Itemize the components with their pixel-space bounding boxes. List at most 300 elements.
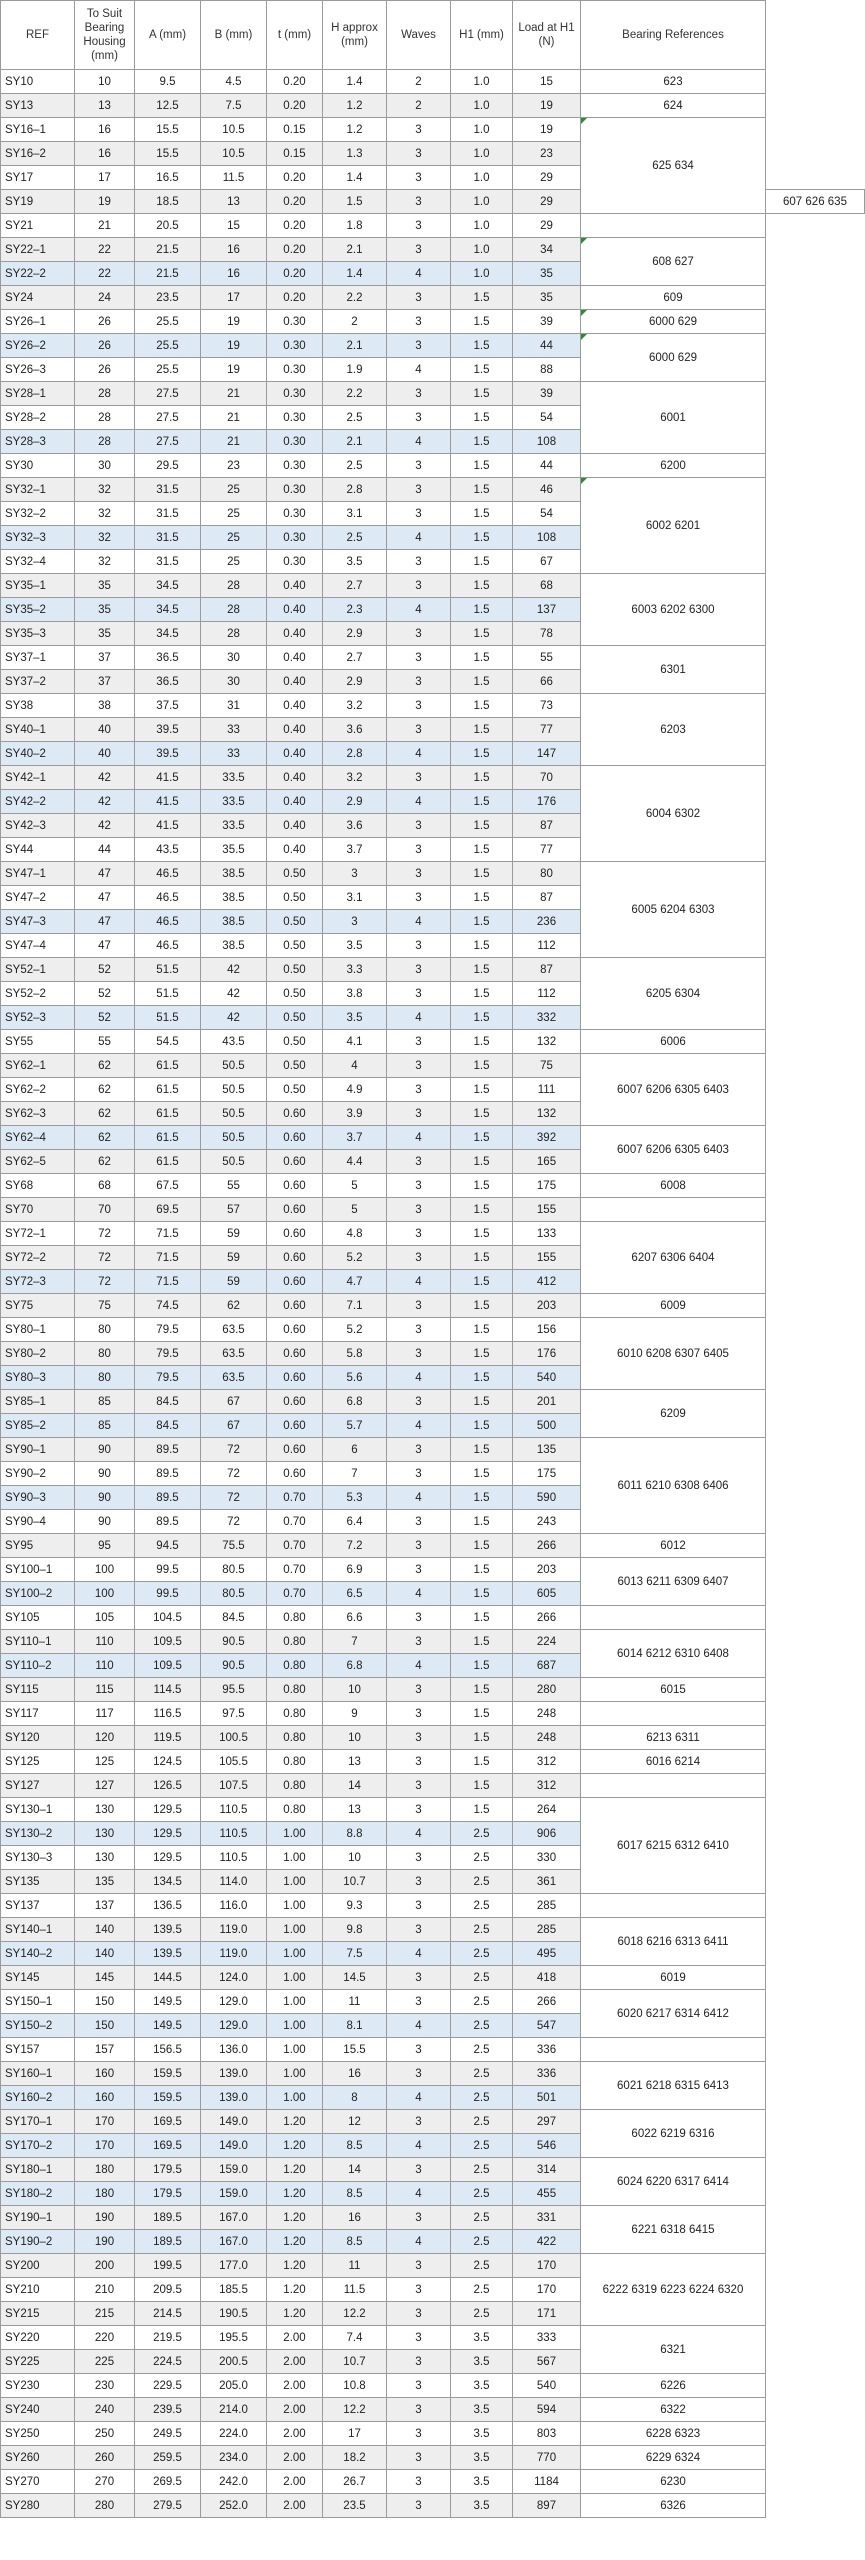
cell-b: 11.5 [201, 166, 267, 190]
cell-housing: 170 [75, 2110, 135, 2134]
cell-h1: 2.5 [451, 2302, 513, 2326]
cell-a: 269.5 [135, 2470, 201, 2494]
cell-load: 73 [513, 694, 581, 718]
cell-b: 167.0 [201, 2230, 267, 2254]
cell-h1: 1.5 [451, 1606, 513, 1630]
cell-a: 219.5 [135, 2326, 201, 2350]
cell-h1: 3.5 [451, 2326, 513, 2350]
cell-t: 0.20 [267, 94, 323, 118]
cell-waves: 3 [387, 2206, 451, 2230]
cell-h: 3.1 [323, 502, 387, 526]
cell-load: 170 [513, 2278, 581, 2302]
table-row [1, 1894, 865, 1918]
cell-h: 3.7 [323, 1126, 387, 1150]
cell-t: 0.30 [267, 430, 323, 454]
cell-h: 3.5 [323, 550, 387, 574]
cell-waves: 3 [387, 1894, 451, 1918]
cell-b: 38.5 [201, 886, 267, 910]
cell-h: 3.5 [323, 934, 387, 958]
cell-housing: 150 [75, 1990, 135, 2014]
bearing-references-cell [581, 286, 766, 310]
cell-h: 1.4 [323, 262, 387, 286]
cell-housing: 110 [75, 1630, 135, 1654]
cell-waves: 4 [387, 1822, 451, 1846]
cell-b: 242.0 [201, 2470, 267, 2494]
cell-ref: SY75 [1, 1294, 75, 1318]
cell-load: 88 [513, 358, 581, 382]
cell-waves: 3 [387, 718, 451, 742]
cell-t: 2.00 [267, 2494, 323, 2518]
cell-waves: 3 [387, 238, 451, 262]
cell-h1: 3.5 [451, 2398, 513, 2422]
bearing-references-cell [581, 694, 766, 766]
cell-ref: SY120 [1, 1726, 75, 1750]
cell-h1: 1.5 [451, 406, 513, 430]
bearing-references-cell [581, 454, 766, 478]
cell-b: 119.0 [201, 1942, 267, 1966]
cell-ref: SY42–3 [1, 814, 75, 838]
cell-h: 26.7 [323, 2470, 387, 2494]
cell-b: 110.5 [201, 1822, 267, 1846]
cell-load: 455 [513, 2182, 581, 2206]
table-row [1, 1606, 865, 1630]
cell-a: 36.5 [135, 646, 201, 670]
cell-housing: 215 [75, 2302, 135, 2326]
cell-t: 0.40 [267, 670, 323, 694]
cell-t: 0.20 [267, 214, 323, 238]
cell-ref: SY35–1 [1, 574, 75, 598]
cell-ref: SY28–1 [1, 382, 75, 406]
cell-housing: 32 [75, 550, 135, 574]
cell-h1: 1.5 [451, 1366, 513, 1390]
cell-load: 78 [513, 622, 581, 646]
cell-waves: 3 [387, 1774, 451, 1798]
cell-h: 10 [323, 1678, 387, 1702]
cell-housing: 42 [75, 814, 135, 838]
cell-load: 23 [513, 142, 581, 166]
cell-load: 132 [513, 1030, 581, 1054]
cell-load: 201 [513, 1390, 581, 1414]
cell-waves: 3 [387, 2254, 451, 2278]
bearing-references-cell [581, 310, 766, 334]
cell-ref: SY32–3 [1, 526, 75, 550]
cell-t: 1.00 [267, 1846, 323, 1870]
cell-b: 224.0 [201, 2422, 267, 2446]
cell-t: 0.30 [267, 502, 323, 526]
cell-ref: SY240 [1, 2398, 75, 2422]
cell-housing: 72 [75, 1270, 135, 1294]
cell-h1: 2.5 [451, 2230, 513, 2254]
cell-b: 95.5 [201, 1678, 267, 1702]
cell-load: 236 [513, 910, 581, 934]
table-row [1, 2470, 865, 2494]
cell-t: 0.50 [267, 862, 323, 886]
cell-load: 546 [513, 2134, 581, 2158]
cell-ref: SY260 [1, 2446, 75, 2470]
cell-h: 1.4 [323, 166, 387, 190]
cell-housing: 28 [75, 406, 135, 430]
table-body [1, 70, 865, 2518]
bearing-references-text: 6207 6306 6404 [631, 1251, 715, 1264]
col-ref-header: REF [1, 1, 75, 70]
bearing-references-text: 6229 6324 [645, 2451, 701, 2464]
bearing-references-text: 6230 [660, 2475, 686, 2488]
cell-housing: 80 [75, 1318, 135, 1342]
cell-b: 31 [201, 694, 267, 718]
cell-b: 42 [201, 982, 267, 1006]
cell-ref: SY125 [1, 1750, 75, 1774]
cell-h: 10.7 [323, 2350, 387, 2374]
table-row [1, 2110, 865, 2134]
table-row [1, 454, 865, 478]
cell-t: 0.50 [267, 1006, 323, 1030]
cell-t: 0.40 [267, 838, 323, 862]
bearing-references-cell [581, 1606, 766, 1630]
cell-waves: 3 [387, 1054, 451, 1078]
cell-h: 2.9 [323, 790, 387, 814]
cell-load: 297 [513, 2110, 581, 2134]
cell-h1: 1.5 [451, 1750, 513, 1774]
cell-h: 7 [323, 1630, 387, 1654]
cell-h: 8.5 [323, 2182, 387, 2206]
col-h1-header: H1 (mm) [451, 1, 513, 70]
cell-h1: 1.5 [451, 1222, 513, 1246]
cell-housing: 230 [75, 2374, 135, 2398]
cell-waves: 4 [387, 1486, 451, 1510]
cell-b: 28 [201, 622, 267, 646]
cell-h: 7.1 [323, 1294, 387, 1318]
cell-a: 169.5 [135, 2110, 201, 2134]
cell-h: 2.8 [323, 478, 387, 502]
bearing-references-cell [581, 2374, 766, 2398]
cell-b: 159.0 [201, 2158, 267, 2182]
cell-a: 36.5 [135, 670, 201, 694]
cell-load: 155 [513, 1198, 581, 1222]
table-row [1, 958, 865, 982]
cell-ref: SY170–2 [1, 2134, 75, 2158]
cell-housing: 47 [75, 934, 135, 958]
cell-ref: SY72–3 [1, 1270, 75, 1294]
cell-h: 3.1 [323, 886, 387, 910]
cell-load: 19 [513, 118, 581, 142]
cell-ref: SY200 [1, 2254, 75, 2278]
cell-housing: 80 [75, 1366, 135, 1390]
cell-t: 0.80 [267, 1798, 323, 1822]
cell-waves: 4 [387, 358, 451, 382]
table-row [1, 2062, 865, 2086]
cell-ref: SY10 [1, 70, 75, 94]
cell-b: 63.5 [201, 1342, 267, 1366]
cell-ref: SY32–2 [1, 502, 75, 526]
cell-load: 412 [513, 1270, 581, 1294]
bearing-references-cell [581, 1390, 766, 1438]
cell-b: 13 [201, 190, 267, 214]
cell-load: 156 [513, 1318, 581, 1342]
cell-t: 2.00 [267, 2470, 323, 2494]
cell-load: 336 [513, 2062, 581, 2086]
cell-h1: 1.5 [451, 1150, 513, 1174]
cell-ref: SY90–4 [1, 1510, 75, 1534]
bearing-references-cell [581, 2254, 766, 2326]
cell-housing: 38 [75, 694, 135, 718]
cell-ref: SY35–3 [1, 622, 75, 646]
cell-load: 280 [513, 1678, 581, 1702]
table-row [1, 2158, 865, 2182]
cell-load: 897 [513, 2494, 581, 2518]
cell-housing: 37 [75, 670, 135, 694]
cell-a: 21.5 [135, 262, 201, 286]
cell-housing: 72 [75, 1222, 135, 1246]
bearing-references-text: 6221 6318 6415 [631, 2223, 715, 2236]
cell-load: 203 [513, 1294, 581, 1318]
cell-h1: 1.5 [451, 1102, 513, 1126]
cell-h1: 3.5 [451, 2446, 513, 2470]
cell-waves: 3 [387, 310, 451, 334]
cell-a: 189.5 [135, 2230, 201, 2254]
cell-waves: 3 [387, 838, 451, 862]
cell-housing: 16 [75, 118, 135, 142]
cell-housing: 22 [75, 238, 135, 262]
cell-h: 7.2 [323, 1534, 387, 1558]
cell-a: 144.5 [135, 1966, 201, 1990]
cell-t: 0.20 [267, 166, 323, 190]
bearing-references-cell [581, 2398, 766, 2422]
cell-load: 111 [513, 1078, 581, 1102]
cell-a: 61.5 [135, 1150, 201, 1174]
cell-waves: 4 [387, 2134, 451, 2158]
cell-h: 4.9 [323, 1078, 387, 1102]
cell-h: 5.2 [323, 1246, 387, 1270]
cell-housing: 137 [75, 1894, 135, 1918]
cell-b: 25 [201, 502, 267, 526]
cell-a: 104.5 [135, 1606, 201, 1630]
cell-t: 1.00 [267, 2086, 323, 2110]
cell-ref: SY250 [1, 2422, 75, 2446]
cell-ref: SY90–2 [1, 1462, 75, 1486]
cell-waves: 3 [387, 1030, 451, 1054]
cell-t: 1.00 [267, 1966, 323, 1990]
cell-waves: 4 [387, 1126, 451, 1150]
cell-a: 37.5 [135, 694, 201, 718]
cell-load: 203 [513, 1558, 581, 1582]
cell-a: 116.5 [135, 1702, 201, 1726]
cell-b: 33.5 [201, 790, 267, 814]
cell-h1: 1.5 [451, 478, 513, 502]
cell-load: 80 [513, 862, 581, 886]
cell-h: 2.9 [323, 670, 387, 694]
bearing-references-text: 6000 629 [649, 315, 697, 328]
cell-ref: SY110–2 [1, 1654, 75, 1678]
cell-h1: 1.5 [451, 310, 513, 334]
cell-load: 567 [513, 2350, 581, 2374]
cell-h1: 1.0 [451, 142, 513, 166]
cell-waves: 4 [387, 598, 451, 622]
cell-a: 136.5 [135, 1894, 201, 1918]
cell-h: 11 [323, 1990, 387, 2014]
bearing-references-cell [581, 1774, 766, 1798]
bearing-references-text: 6014 6212 6310 6408 [617, 1647, 729, 1660]
cell-b: 50.5 [201, 1102, 267, 1126]
cell-waves: 4 [387, 1414, 451, 1438]
cell-h1: 1.5 [451, 622, 513, 646]
cell-waves: 3 [387, 1438, 451, 1462]
bearing-references-cell [581, 1174, 766, 1198]
cell-ref: SY90–3 [1, 1486, 75, 1510]
table-row [1, 2326, 865, 2350]
cell-t: 1.20 [267, 2302, 323, 2326]
cell-h: 14.5 [323, 1966, 387, 1990]
cell-waves: 3 [387, 982, 451, 1006]
cell-b: 110.5 [201, 1798, 267, 1822]
cell-h: 9.3 [323, 1894, 387, 1918]
cell-h: 10 [323, 1846, 387, 1870]
cell-b: 57 [201, 1198, 267, 1222]
cell-housing: 75 [75, 1294, 135, 1318]
cell-h: 2.1 [323, 430, 387, 454]
cell-h: 1.5 [323, 190, 387, 214]
cell-a: 89.5 [135, 1510, 201, 1534]
cell-waves: 3 [387, 1558, 451, 1582]
cell-a: 114.5 [135, 1678, 201, 1702]
col-waves-header: Waves [387, 1, 451, 70]
cell-ref: SY100–1 [1, 1558, 75, 1582]
cell-ref: SY62–2 [1, 1078, 75, 1102]
cell-h1: 2.5 [451, 2038, 513, 2062]
cell-b: 252.0 [201, 2494, 267, 2518]
cell-h1: 1.5 [451, 1174, 513, 1198]
bearing-references-cell [581, 1054, 766, 1126]
cell-b: 7.5 [201, 94, 267, 118]
cell-ref: SY230 [1, 2374, 75, 2398]
bearing-references-text: 6200 [660, 459, 686, 472]
cell-a: 46.5 [135, 934, 201, 958]
cell-b: 80.5 [201, 1558, 267, 1582]
cell-a: 46.5 [135, 886, 201, 910]
table-row [1, 1966, 865, 1990]
bearing-references-cell [581, 1726, 766, 1750]
cell-b: 16 [201, 238, 267, 262]
cell-ref: SY210 [1, 2278, 75, 2302]
cell-a: 79.5 [135, 1342, 201, 1366]
bearing-references-text: 6006 [660, 1035, 686, 1048]
cell-h: 2.7 [323, 574, 387, 598]
cell-b: 129.0 [201, 1990, 267, 2014]
cell-waves: 3 [387, 934, 451, 958]
bearing-references-cell [581, 1030, 766, 1054]
cell-h: 2.3 [323, 598, 387, 622]
cell-housing: 42 [75, 766, 135, 790]
cell-housing: 35 [75, 622, 135, 646]
cell-a: 99.5 [135, 1582, 201, 1606]
cell-h1: 1.5 [451, 742, 513, 766]
cell-t: 1.20 [267, 2134, 323, 2158]
cell-t: 0.30 [267, 454, 323, 478]
cell-waves: 3 [387, 1990, 451, 2014]
cell-load: 312 [513, 1750, 581, 1774]
cell-a: 84.5 [135, 1414, 201, 1438]
cell-t: 0.40 [267, 598, 323, 622]
cell-a: 51.5 [135, 958, 201, 982]
cell-h1: 1.0 [451, 238, 513, 262]
cell-h: 6.8 [323, 1654, 387, 1678]
table-row [1, 2374, 865, 2398]
cell-a: 129.5 [135, 1822, 201, 1846]
cell-ref: SY52–2 [1, 982, 75, 1006]
cell-h1: 2.5 [451, 1846, 513, 1870]
cell-a: 23.5 [135, 286, 201, 310]
bearing-references-cell [581, 1294, 766, 1318]
cell-a: 89.5 [135, 1462, 201, 1486]
cell-ref: SY22–1 [1, 238, 75, 262]
cell-housing: 95 [75, 1534, 135, 1558]
cell-b: 23 [201, 454, 267, 478]
cell-h1: 1.5 [451, 1198, 513, 1222]
cell-b: 28 [201, 598, 267, 622]
cell-h: 8.5 [323, 2134, 387, 2158]
bearing-references-text: 6007 6206 6305 6403 [617, 1143, 729, 1156]
cell-h1: 1.0 [451, 214, 513, 238]
cell-load: 392 [513, 1126, 581, 1150]
cell-h1: 1.5 [451, 1342, 513, 1366]
table-row [1, 574, 865, 598]
cell-ref: SY100–2 [1, 1582, 75, 1606]
cell-h: 2.5 [323, 454, 387, 478]
bearing-references-text: 6205 6304 [645, 987, 701, 1000]
cell-h1: 1.5 [451, 502, 513, 526]
cell-h: 6.6 [323, 1606, 387, 1630]
cell-waves: 4 [387, 1366, 451, 1390]
cell-load: 243 [513, 1510, 581, 1534]
cell-t: 2.00 [267, 2398, 323, 2422]
cell-load: 29 [513, 166, 581, 190]
cell-h1: 1.5 [451, 958, 513, 982]
bearing-references-text: 6301 [660, 663, 686, 676]
cell-b: 50.5 [201, 1054, 267, 1078]
cell-b: 21 [201, 382, 267, 406]
cell-t: 0.70 [267, 1486, 323, 1510]
cell-t: 0.15 [267, 118, 323, 142]
cell-h: 5.7 [323, 1414, 387, 1438]
cell-h1: 1.5 [451, 790, 513, 814]
cell-housing: 85 [75, 1390, 135, 1414]
cell-h1: 2.5 [451, 1966, 513, 1990]
cell-h: 10.7 [323, 1870, 387, 1894]
cell-ref: SY160–2 [1, 2086, 75, 2110]
bearing-references-cell [581, 1198, 766, 1222]
bearing-references-cell [581, 382, 766, 454]
cell-a: 139.5 [135, 1918, 201, 1942]
cell-waves: 3 [387, 2278, 451, 2302]
table-row [1, 1030, 865, 1054]
cell-housing: 157 [75, 2038, 135, 2062]
cell-ref: SY225 [1, 2350, 75, 2374]
cell-t: 0.60 [267, 1150, 323, 1174]
cell-h1: 1.5 [451, 1054, 513, 1078]
cell-waves: 3 [387, 406, 451, 430]
cell-t: 0.60 [267, 1366, 323, 1390]
cell-h: 12.2 [323, 2398, 387, 2422]
cell-a: 43.5 [135, 838, 201, 862]
cell-ref: SY37–2 [1, 670, 75, 694]
cell-b: 43.5 [201, 1030, 267, 1054]
cell-housing: 16 [75, 142, 135, 166]
bearing-references-cell [581, 1702, 766, 1726]
cell-t: 0.20 [267, 190, 323, 214]
cell-t: 0.80 [267, 1774, 323, 1798]
cell-b: 25 [201, 478, 267, 502]
cell-load: 176 [513, 790, 581, 814]
cell-h1: 2.5 [451, 2134, 513, 2158]
